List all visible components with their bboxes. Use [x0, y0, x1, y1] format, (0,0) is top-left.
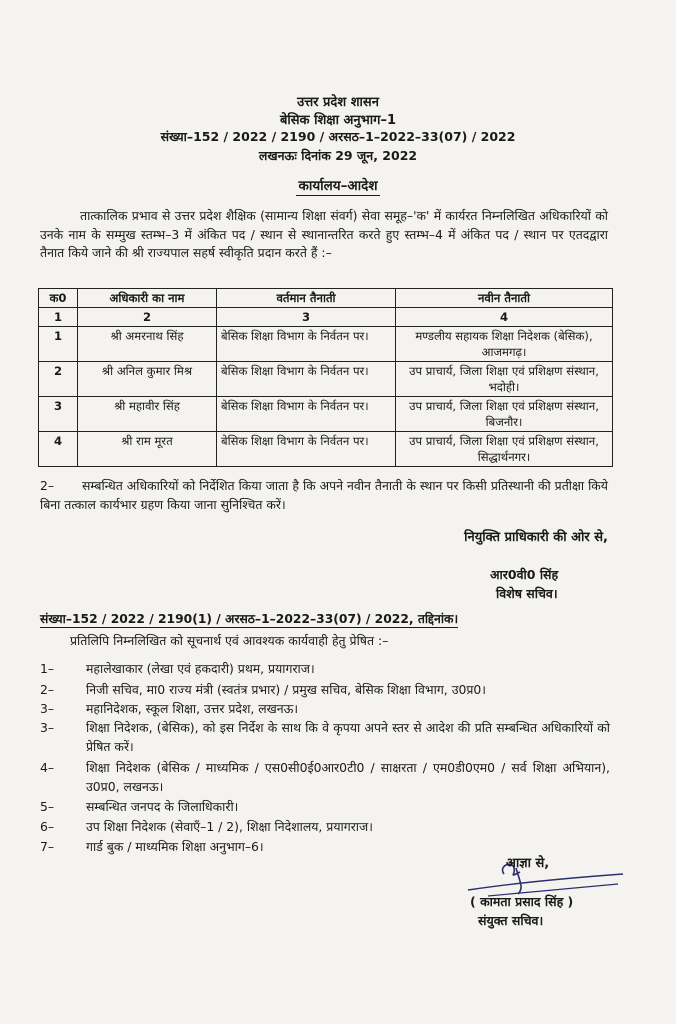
row-serial: 2 — [39, 362, 78, 397]
copy-item-number: 5– — [40, 799, 55, 814]
signatory-1-name: आर0वी0 सिंह — [490, 567, 559, 582]
copy-item-text: उप शिक्षा निदेशक (सेवाएँ–1 / 2), शिक्षा निदेशालय, प्रयागराज। — [86, 819, 373, 834]
copy-item-number: 3– — [40, 720, 55, 735]
header-officer-name: अधिकारी का नाम — [78, 289, 217, 308]
row-new-posting: उप प्राचार्य, जिला शिक्षा एवं प्रशिक्षण संस्थान, भदोही। — [396, 362, 613, 397]
header-section: बेसिक शिक्षा अनुभाग–1 — [279, 113, 397, 128]
row-current-posting: बेसिक शिक्षा विभाग के निर्वतन पर। — [217, 432, 396, 467]
order-paragraph-1 — [40, 207, 608, 263]
column-number: 4 — [396, 308, 613, 327]
row-serial: 4 — [39, 432, 78, 467]
copy-list-item — [40, 681, 610, 700]
row-new-posting: उप प्राचार्य, जिला शिक्षा एवं प्रशिक्षण संस्थान, बिजनौर। — [396, 397, 613, 432]
copy-list-item — [40, 700, 610, 719]
order-title — [0, 176, 676, 194]
copy-reference-text: संख्या–152 / 2022 / 2190(1) / अरसठ–1–2022–33(07) / 2022, तद्दिनांक। — [40, 612, 459, 626]
header-government: उत्तर प्रदेश शासन — [297, 95, 379, 110]
paragraph-2-text: सम्बन्धित अधिकारियों को निर्देशित किया जाता है कि अपने नवीन तैनाती के स्थान पर किसी प्रतिस्थानी की प्रतीक्षा किये बिना तत्काल कार्यभार ग्रहण किया जाना सुनिश्चित करें। — [40, 478, 608, 512]
order-title-text: कार्यालय–आदेश — [298, 178, 378, 194]
copy-list-item — [40, 798, 610, 817]
paragraph-2-number: 2– — [40, 478, 55, 493]
copy-list-item — [40, 719, 610, 756]
copy-item-text: निजी सचिव, मा0 राज्य मंत्री (स्वतंत्र प्रभार) / प्रमुख सचिव, बेसिक शिक्षा विभाग, उ0प्र0। — [86, 682, 486, 697]
row-new-posting: उप प्राचार्य, जिला शिक्षा एवं प्रशिक्षण संस्थान, सिद्धार्थनगर। — [396, 432, 613, 467]
table-row — [39, 327, 613, 362]
row-serial: 3 — [39, 397, 78, 432]
header-new-posting: नवीन तैनाती — [396, 289, 613, 308]
signatory-1-by-order: नियुक्ति प्राधिकारी की ओर से, — [464, 530, 608, 545]
header-current-posting: वर्तमान तैनाती — [217, 289, 396, 308]
copy-list-item — [40, 660, 610, 679]
table-header-row — [39, 289, 613, 308]
header-reference-number: संख्या–152 / 2022 / 2190 / अरसठ–1–2022–33(07) / 2022 — [160, 129, 516, 144]
signatory-2-designation: संयुक्त सचिव। — [478, 913, 544, 928]
signatory-2-by-order: आज्ञा से, — [506, 856, 550, 871]
order-paragraph-1-text: तात्कालिक प्रभाव से उत्तर प्रदेश शैक्षिक (सामान्य शिक्षा संवर्ग) सेवा समूह–'क' में कार्यरत निम्नलिखित अधिकारियों को उनके नाम के सम्मुख स्तम्भ–3 में अंकित पद / स्थान से स्थानान्तरित करते हुए स्तम्भ–4 में अंकित पद / स्थान पर एतदद्वारा तैनात किये जाने की श्री राज्यपाल सहर्ष स्वीकृति प्रदान करते हैं :– — [40, 208, 608, 260]
copy-item-text: महानिदेशक, स्कूल शिक्षा, उत्तर प्रदेश, लखनऊ। — [86, 701, 299, 716]
copy-item-text: गार्ड बुक / माध्यमिक शिक्षा अनुभाग–6। — [86, 839, 264, 854]
signatory-1-designation: विशेष सचिव। — [496, 586, 558, 601]
transfer-table — [38, 288, 613, 467]
column-number: 2 — [78, 308, 217, 327]
copy-item-number: 7– — [40, 839, 55, 854]
copy-item-number: 1– — [40, 661, 55, 676]
table-column-number-row — [39, 308, 613, 327]
copy-item-text: शिक्षा निदेशक, (बेसिक), को इस निर्देश के साथ कि वे कृपया अपने स्तर से आदेश की प्रति सम्बन्धित अधिकारियों को प्रेषित करें। — [86, 720, 610, 754]
row-current-posting: बेसिक शिक्षा विभाग के निर्वतन पर। — [217, 397, 396, 432]
row-officer-name: श्री महावीर सिंह — [78, 397, 217, 432]
header-serial: क0 — [39, 289, 78, 308]
table-row — [39, 397, 613, 432]
row-officer-name: श्री अनिल कुमार मिश्र — [78, 362, 217, 397]
copy-item-number: 4– — [40, 760, 55, 775]
column-number: 3 — [217, 308, 396, 327]
copy-item-text: महालेखाकार (लेखा एवं हकदारी) प्रथम, प्रयागराज। — [86, 661, 315, 676]
row-new-posting: मण्डलीय सहायक शिक्षा निदेशक (बेसिक), आजमगढ़। — [396, 327, 613, 362]
table-row — [39, 432, 613, 467]
copy-item-number: 6– — [40, 819, 55, 834]
row-officer-name: श्री राम मूरत — [78, 432, 217, 467]
copy-item-number: 3– — [40, 701, 55, 716]
order-paragraph-2 — [40, 477, 608, 514]
copy-reference-number — [40, 610, 458, 627]
copy-item-text: सम्बन्धित जनपद के जिलाधिकारी। — [86, 799, 239, 814]
row-current-posting: बेसिक शिक्षा विभाग के निर्वतन पर। — [217, 362, 396, 397]
row-officer-name: श्री अमरनाथ सिंह — [78, 327, 217, 362]
copy-item-text: शिक्षा निदेशक (बेसिक / माध्यमिक / एस0सी0ई0आर0टी0 / साक्षरता / एम0डी0एम0 / सर्व शिक्षा अभियान), उ0प्र0, लखनऊ। — [86, 760, 610, 794]
column-number: 1 — [39, 308, 78, 327]
copy-item-number: 2– — [40, 682, 55, 697]
signatory-2-name: ( कामता प्रसाद सिंह ) — [470, 894, 574, 909]
table-row — [39, 362, 613, 397]
header-date: लखनऊः दिनांक 29 जून, 2022 — [258, 148, 418, 163]
copy-list-item — [40, 818, 610, 837]
copy-intro: प्रतिलिपि निम्नलिखित को सूचनार्थ एवं आवश्यक कार्यवाही हेतु प्रेषित :– — [70, 633, 389, 648]
row-serial: 1 — [39, 327, 78, 362]
row-current-posting: बेसिक शिक्षा विभाग के निर्वतन पर। — [217, 327, 396, 362]
copy-list-item — [40, 759, 610, 796]
